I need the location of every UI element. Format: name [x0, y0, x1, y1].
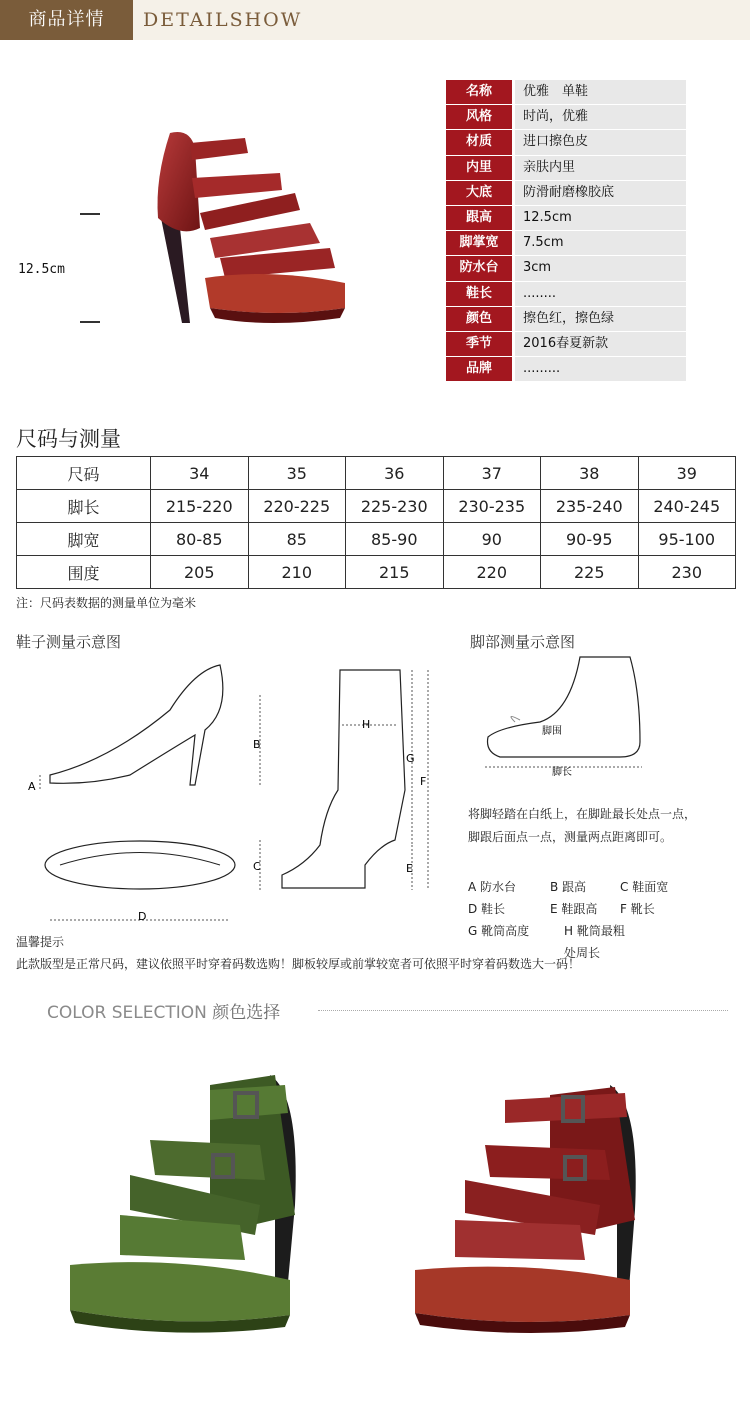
- letter-c: C: [253, 860, 261, 873]
- foot-diagram-title: 脚部测量示意图: [470, 633, 576, 651]
- size-row-header: 脚宽: [17, 523, 151, 556]
- detail-tab: 商品详情: [0, 0, 133, 40]
- spec-value: 防滑耐磨橡胶底: [515, 181, 686, 205]
- foot-girth-label: 脚围: [542, 726, 562, 737]
- shoe-measure-diagram: [20, 650, 450, 930]
- foot-description: [468, 803, 696, 849]
- spec-key: 鞋长: [446, 282, 512, 306]
- spec-value: 3cm: [515, 256, 686, 280]
- letter-a: A: [28, 780, 36, 793]
- foot-measure-diagram: [480, 652, 650, 782]
- spec-row: [446, 206, 686, 230]
- legend-item: C 鞋面宽: [620, 880, 669, 894]
- legend-row: [468, 876, 690, 898]
- spec-key: 内里: [446, 156, 512, 180]
- spec-table: [446, 80, 686, 382]
- legend-item: E 鞋跟高: [550, 902, 598, 916]
- legend-item: G 靴筒高度: [468, 924, 530, 938]
- size-cell: 205: [151, 556, 249, 589]
- spec-key: 品牌: [446, 357, 512, 381]
- spec-value: 2016春夏新款: [515, 332, 686, 356]
- spec-row: [446, 307, 686, 331]
- spec-row: [446, 332, 686, 356]
- size-note: 注：尺码表数据的测量单位为毫米: [16, 596, 197, 610]
- spec-row: [446, 256, 686, 280]
- legend-item: B 跟高: [550, 880, 587, 894]
- size-cell: 225: [541, 556, 639, 589]
- tip-title: 温馨提示: [16, 935, 65, 949]
- spec-row: [446, 105, 686, 129]
- size-cell: 215-220: [151, 490, 249, 523]
- spec-value: 擦色红，擦色绿: [515, 307, 686, 331]
- size-cell: 240-245: [638, 490, 736, 523]
- spec-value: 优雅 单鞋: [515, 80, 686, 104]
- legend-item: D 鞋长: [468, 902, 506, 916]
- color-selection-english: COLOR SELECTION: [47, 1003, 207, 1023]
- spec-row: [446, 181, 686, 205]
- size-cell: 215: [346, 556, 444, 589]
- spec-row: [446, 130, 686, 154]
- size-cell: 90: [443, 523, 541, 556]
- tip-text: 此款版型是正常尺码，建议依照平时穿着码数选购！脚板较厚或前掌较宽者可依照平时穿着码数选大一码！: [16, 957, 581, 971]
- spec-value: 进口擦色皮: [515, 130, 686, 154]
- foot-length-label: 脚长: [552, 767, 572, 778]
- size-row-header: 围度: [17, 556, 151, 589]
- size-cell: 230: [638, 556, 736, 589]
- foot-desc-line-2: 脚跟后面点一点，测量两点距离即可。: [468, 830, 673, 844]
- size-cell: 35: [248, 457, 346, 490]
- letter-g: G: [406, 752, 415, 765]
- size-table-row: [17, 556, 736, 589]
- spec-key: 跟高: [446, 206, 512, 230]
- spec-key: 颜色: [446, 307, 512, 331]
- letter-b: B: [253, 738, 261, 751]
- size-cell: 235-240: [541, 490, 639, 523]
- spec-row: [446, 80, 686, 104]
- spec-key: 季节: [446, 332, 512, 356]
- detail-english-label: DETAILSHOW: [143, 9, 303, 31]
- size-cell: 90-95: [541, 523, 639, 556]
- size-section-title: 尺码与测量: [16, 427, 121, 451]
- size-cell: 230-235: [443, 490, 541, 523]
- spec-value: ........: [515, 282, 686, 306]
- size-cell: 210: [248, 556, 346, 589]
- color-selection-header: [47, 998, 280, 1023]
- size-row-header: 脚长: [17, 490, 151, 523]
- spec-row: [446, 357, 686, 381]
- spec-row: [446, 231, 686, 255]
- letter-f: F: [420, 775, 427, 788]
- red-shoe-image[interactable]: [405, 1075, 665, 1350]
- size-cell: 220-225: [248, 490, 346, 523]
- size-table: [16, 456, 736, 589]
- size-cell: 39: [638, 457, 736, 490]
- hero-shoe-image: [130, 118, 370, 338]
- spec-key: 风格: [446, 105, 512, 129]
- spec-row: [446, 156, 686, 180]
- section-header: [0, 0, 750, 40]
- legend-item: H 靴筒最粗处周长: [564, 924, 625, 960]
- spec-value: 12.5cm: [515, 206, 686, 230]
- heel-height-label: 12.5cm: [18, 262, 65, 277]
- letter-d: D: [138, 910, 147, 923]
- size-cell: 95-100: [638, 523, 736, 556]
- spec-row: [446, 282, 686, 306]
- color-selection-chinese: 颜色选择: [212, 1003, 281, 1023]
- size-row-header: 尺码: [17, 457, 151, 490]
- green-shoe-image[interactable]: [60, 1065, 320, 1345]
- spec-value: 亲肤内里: [515, 156, 686, 180]
- letter-e: E: [406, 862, 413, 875]
- heel-height-bar: [80, 213, 100, 323]
- spec-value: 时尚，优雅: [515, 105, 686, 129]
- size-cell: 37: [443, 457, 541, 490]
- spec-key: 材质: [446, 130, 512, 154]
- size-cell: 220: [443, 556, 541, 589]
- size-cell: 85-90: [346, 523, 444, 556]
- letter-h: H: [362, 718, 371, 731]
- size-cell: 36: [346, 457, 444, 490]
- spec-value: 7.5cm: [515, 231, 686, 255]
- measure-legend: [468, 876, 690, 964]
- size-cell: 85: [248, 523, 346, 556]
- size-table-row: [17, 490, 736, 523]
- spec-key: 大底: [446, 181, 512, 205]
- size-cell: 225-230: [346, 490, 444, 523]
- legend-row: [468, 898, 690, 920]
- spec-value: .........: [515, 357, 686, 381]
- spec-key: 脚掌宽: [446, 231, 512, 255]
- spec-key: 名称: [446, 80, 512, 104]
- color-selection-divider: [318, 1010, 728, 1011]
- size-cell: 38: [541, 457, 639, 490]
- size-table-row: [17, 457, 736, 490]
- shoe-diagram-title: 鞋子测量示意图: [16, 633, 122, 651]
- legend-item: A 防水台: [468, 880, 517, 894]
- size-cell: 80-85: [151, 523, 249, 556]
- size-table-row: [17, 523, 736, 556]
- legend-item: F 靴长: [620, 902, 655, 916]
- foot-desc-line-1: 将脚轻踏在白纸上，在脚趾最长处点一点，: [468, 807, 697, 821]
- size-cell: 34: [151, 457, 249, 490]
- spec-key: 防水台: [446, 256, 512, 280]
